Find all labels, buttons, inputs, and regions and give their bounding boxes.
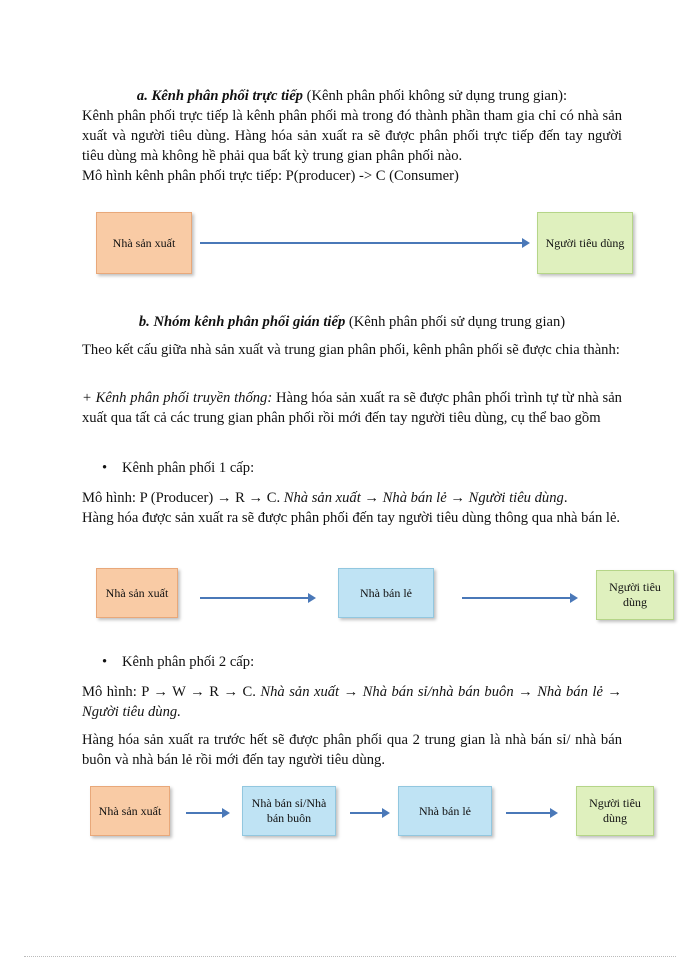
level1-bullet-block — [82, 458, 622, 478]
consumer-box: Người tiêu dùng — [596, 570, 674, 620]
section-a — [82, 86, 622, 186]
traditional-block — [82, 388, 622, 428]
traditional-label: + Kênh phân phối truyền thống: — [82, 390, 273, 406]
traditional-text: Hàng hóa sản xuất ra sẽ được phân phối trình tự từ nhà sản xuất qua tất cả các trung gian phân phối rồi mới đến tay người tiêu dùng, cụ thể bao gồm — [82, 390, 622, 426]
section-b-intro-block — [82, 340, 622, 360]
section-a-model: Mô hình kênh phân phối trực tiếp: P(producer) -> C (Consumer) — [82, 168, 459, 184]
retailer-box: Nhà bán lẻ — [398, 786, 492, 836]
level1-description: Hàng hóa được sản xuất ra sẽ được phân phối đến tay người tiêu dùng thông qua nhà bán lẻ. — [82, 510, 621, 526]
retailer-box: Nhà bán lẻ — [338, 568, 434, 618]
section-b — [82, 312, 622, 332]
traditional-paragraph — [82, 388, 622, 428]
section-b-heading-rest: (Kênh phân phối sử dụng trung gian) — [345, 314, 566, 330]
section-a-heading — [82, 86, 622, 106]
arrow-icon — [350, 812, 384, 814]
level1-model-italic: Nhà sản xuất → Nhà bán lẻ → Người tiêu dùng — [283, 490, 564, 506]
page-divider — [24, 956, 676, 957]
arrow-icon — [200, 597, 310, 599]
level1-bullet: • Kênh phân phối 1 cấp: — [82, 458, 622, 478]
level2-model — [82, 682, 622, 722]
section-a-heading-rest: (Kênh phân phối không sử dụng trung gian): — [302, 88, 568, 104]
producer-box: Nhà sản xuất — [96, 568, 178, 618]
section-b-intro: Theo kết cấu giữa nhà sản xuất và trung gian phân phối, kênh phân phối sẽ được chia thành: — [82, 342, 620, 358]
arrow-icon — [186, 812, 224, 814]
wholesaler-box: Nhà bán sỉ/Nhà bán buôn — [242, 786, 336, 836]
level2-description: Hàng hóa sản xuất ra trước hết sẽ được phân phối qua 2 trung gian là nhà bán sỉ/ nhà bán buôn và nhà bán lẻ rồi mới đến tay người tiêu dùng. — [82, 732, 622, 768]
arrow-icon — [200, 242, 524, 244]
section-b-heading-bold: b. Nhóm kênh phân phối gián tiếp — [138, 314, 346, 330]
arrow-icon — [506, 812, 552, 814]
level2-model-prefix: Mô hình: P → W → R → C. — [82, 684, 261, 700]
consumer-box: Người tiêu dùng — [537, 212, 633, 274]
level2-model-block — [82, 682, 622, 722]
section-a-paragraph: Kênh phân phối trực tiếp là kênh phân phối mà trong đó thành phần tham gia chỉ có nhà sản xuất và người tiêu dùng. Hàng hóa sản xuất ra sẽ được phân phối trực tiếp đến tay người tiêu dùng mà không hề phải qua bất kỳ trung gian phân phối nào. — [82, 108, 622, 164]
level1-model-block — [82, 488, 622, 528]
producer-box: Nhà sản xuất — [90, 786, 170, 836]
section-b-heading — [82, 312, 622, 332]
level2-desc-block — [82, 730, 622, 770]
level1-model-prefix: Mô hình: P (Producer) → R → C. — [82, 490, 284, 506]
arrow-icon — [462, 597, 572, 599]
section-a-heading-bold: a. Kênh phân phối trực tiếp — [136, 88, 303, 104]
level1-model — [82, 488, 622, 508]
level2-bullet-block — [82, 652, 622, 672]
level2-model-italic: Nhà sản xuất → Nhà bán sỉ/nhà bán buôn → Nhà bán lẻ → Người tiêu dùng. — [82, 684, 623, 720]
level2-bullet: • Kênh phân phối 2 cấp: — [82, 652, 622, 672]
level1-model-suffix: . — [563, 490, 568, 506]
producer-box: Nhà sản xuất — [96, 212, 192, 274]
consumer-box: Người tiêu dùng — [576, 786, 654, 836]
